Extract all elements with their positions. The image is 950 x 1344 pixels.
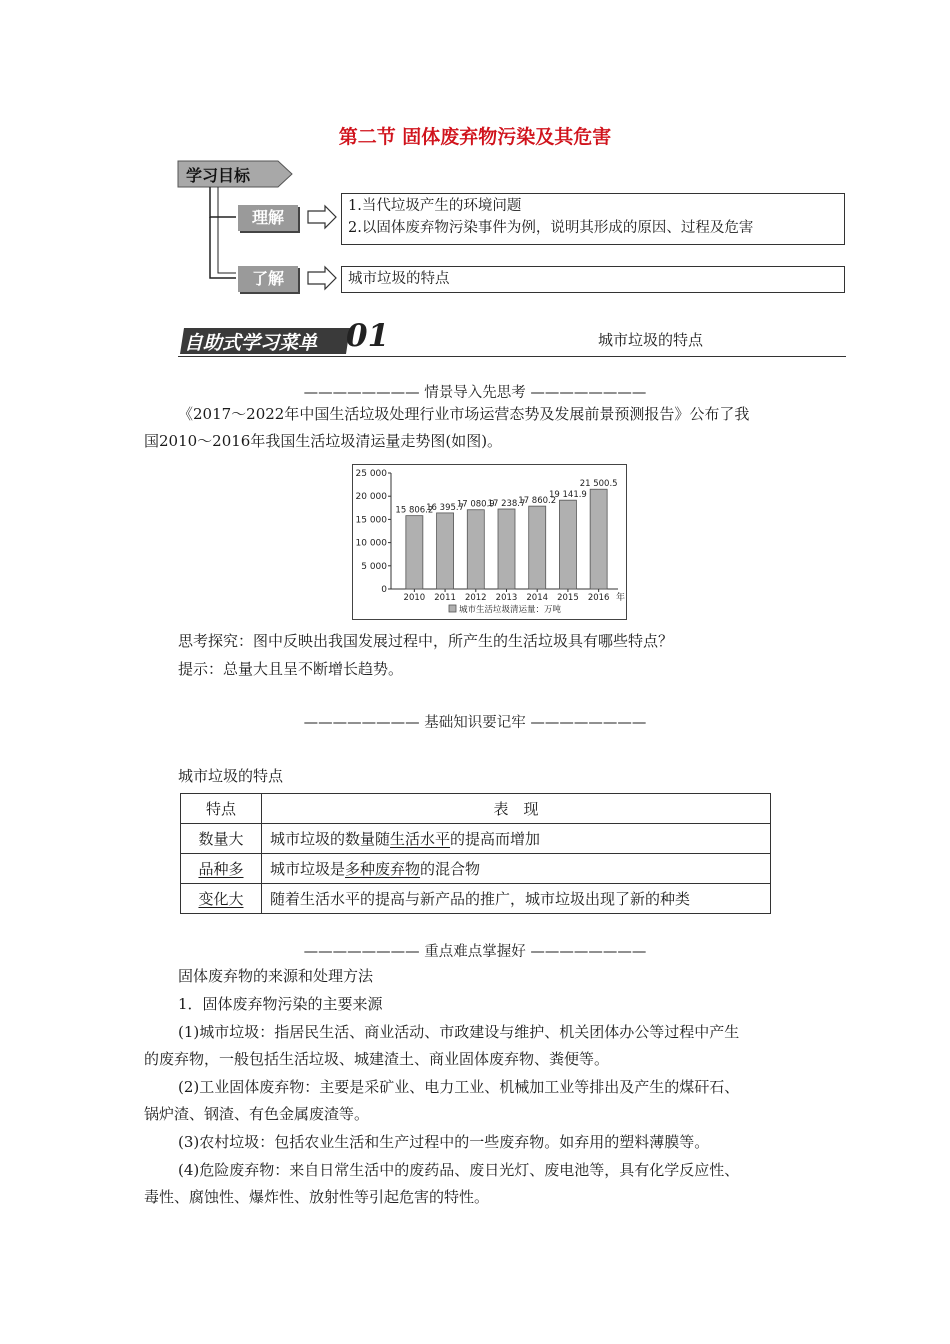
divider-scene: ———————— 情景导入先思考 ———————— <box>303 385 647 401</box>
divider-key: ———————— 重点难点掌握好 ———————— <box>303 944 647 960</box>
body-p4-line1: (4)危险废弃物：来自日常生活中的废药品、废日光灯、废电池等，具有化学反应性、 <box>178 1161 740 1179</box>
tree-line-know <box>210 217 236 278</box>
tree-line-understand <box>210 187 236 217</box>
y-tick-label: 20 000 <box>355 492 387 503</box>
body-p1-line2: 的废弃物，一般包括生活垃圾、城建渣土、商业固体废弃物、粪便等。 <box>144 1050 610 1068</box>
understand-item-1: 1.当代垃圾产生的环境问题 <box>348 198 522 214</box>
intro-line-1: 《2017～2022年中国生活垃圾处理行业市场运营态势及发展前景预测报告》公布了我 <box>178 405 750 423</box>
bar <box>590 489 607 589</box>
feature-cell: 品种多 <box>181 854 262 884</box>
know-box <box>341 266 845 293</box>
menu-banner-text: 自助式学习菜单 <box>184 332 318 354</box>
y-tick-label: 15 000 <box>355 515 387 526</box>
body-subheading: 1．固体废弃物污染的主要来源 <box>178 995 383 1013</box>
y-tick-label: 0 <box>381 585 387 595</box>
body-p2-line2: 锅炉渣、钢渣、有色金属废渣等。 <box>144 1105 370 1123</box>
body-p2-line1: (2)工业固体废弃物：主要是采矿业、电力工业、机械加工业等排出及产生的煤矸石、 <box>178 1078 740 1096</box>
bar-value-label: 17 860.2 <box>518 496 557 507</box>
understand-box <box>341 193 845 245</box>
section-heading: 城市垃圾的特点 <box>598 331 704 349</box>
table-row <box>181 854 771 884</box>
body-heading: 固体废弃物的来源和处理方法 <box>178 967 374 985</box>
bar <box>559 500 576 589</box>
table-row <box>181 884 771 914</box>
x-tick-label: 2010 <box>403 593 426 603</box>
x-tick-label: 2014 <box>526 593 549 603</box>
think-question: 思考探究：图中反映出我国发展过程中，所产生的生活垃圾具有哪些特点？ <box>178 632 674 650</box>
bar-chart <box>352 464 627 620</box>
legend-swatch <box>449 605 456 612</box>
features-table <box>180 793 771 914</box>
know-tag: 了解 <box>238 266 298 292</box>
legend-label: 城市生活垃圾清运量：万吨 <box>459 605 562 615</box>
bar-value-label: 19 141.9 <box>548 490 587 501</box>
page-title: 第二节 固体废弃物污染及其危害 <box>338 126 612 148</box>
header-performance: 表 现 <box>262 794 771 824</box>
body-p1-line1: (1)城市垃圾：指居民生活、商业活动、市政建设与维护、机关团体办公等过程中产生 <box>178 1023 740 1041</box>
x-tick-label: 2015 <box>557 593 579 603</box>
menu-banner-number: 01 <box>346 318 390 354</box>
bar <box>437 513 454 589</box>
performance-cell: 城市垃圾是多种废弃物的混合物 <box>262 854 771 884</box>
x-tick-label: 2016 <box>587 593 610 603</box>
divider-basics: ———————— 基础知识要记牢 ———————— <box>303 715 647 731</box>
table-row <box>181 824 771 854</box>
bar-value-label: 16 395.7 <box>426 502 465 513</box>
bar-value-label: 17 080.9 <box>456 499 495 510</box>
body-p4-line2: 毒性、腐蚀性、爆炸性、放射性等引起危害的特性。 <box>144 1188 490 1206</box>
feature-cell: 数量大 <box>181 824 262 854</box>
x-tick-label: 2013 <box>495 593 518 603</box>
performance-cell: 城市垃圾的数量随生活水平的提高而增加 <box>262 824 771 854</box>
y-tick-label: 10 000 <box>355 538 387 549</box>
arrow-icon <box>308 267 336 289</box>
table-header-row <box>181 794 771 824</box>
arrow-icon <box>308 206 336 228</box>
know-item-1: 城市垃圾的特点 <box>348 271 450 287</box>
feature-cell: 变化大 <box>181 884 262 914</box>
intro-line-2: 国2010～2016年我国生活垃圾清运量走势图(如图)。 <box>144 432 503 450</box>
think-answer: 提示：总量大且呈不断增长趋势。 <box>178 660 404 678</box>
y-tick-label: 5 000 <box>361 561 387 572</box>
bar <box>529 506 546 589</box>
bar-value-label: 21 500.5 <box>579 479 618 490</box>
y-tick-label: 25 000 <box>355 469 387 479</box>
x-tick-label: 2012 <box>464 593 487 603</box>
performance-cell: 随着生活水平的提高与新产品的推广，城市垃圾出现了新的种类 <box>262 884 771 914</box>
x-axis-unit: 年 <box>616 593 626 603</box>
header-feature: 特点 <box>181 794 262 824</box>
table-title: 城市垃圾的特点 <box>178 767 284 785</box>
x-tick-label: 2011 <box>434 593 456 603</box>
bar <box>406 516 423 589</box>
understand-item-2: 2.以固体废弃物污染事件为例，说明其形成的原因、过程及危害 <box>348 220 754 236</box>
bar-value-label: 15 806.2 <box>395 505 434 516</box>
bar-value-label: 17 238.7 <box>487 499 526 510</box>
body-p3: (3)农村垃圾：包括农业生活和生产过程中的一些废弃物。如弃用的塑料薄膜等。 <box>178 1133 710 1151</box>
bar <box>498 509 515 589</box>
bar <box>467 510 484 589</box>
goals-label: 学习目标 <box>186 166 251 185</box>
section-rule <box>178 356 846 357</box>
understand-tag: 理解 <box>238 205 298 231</box>
